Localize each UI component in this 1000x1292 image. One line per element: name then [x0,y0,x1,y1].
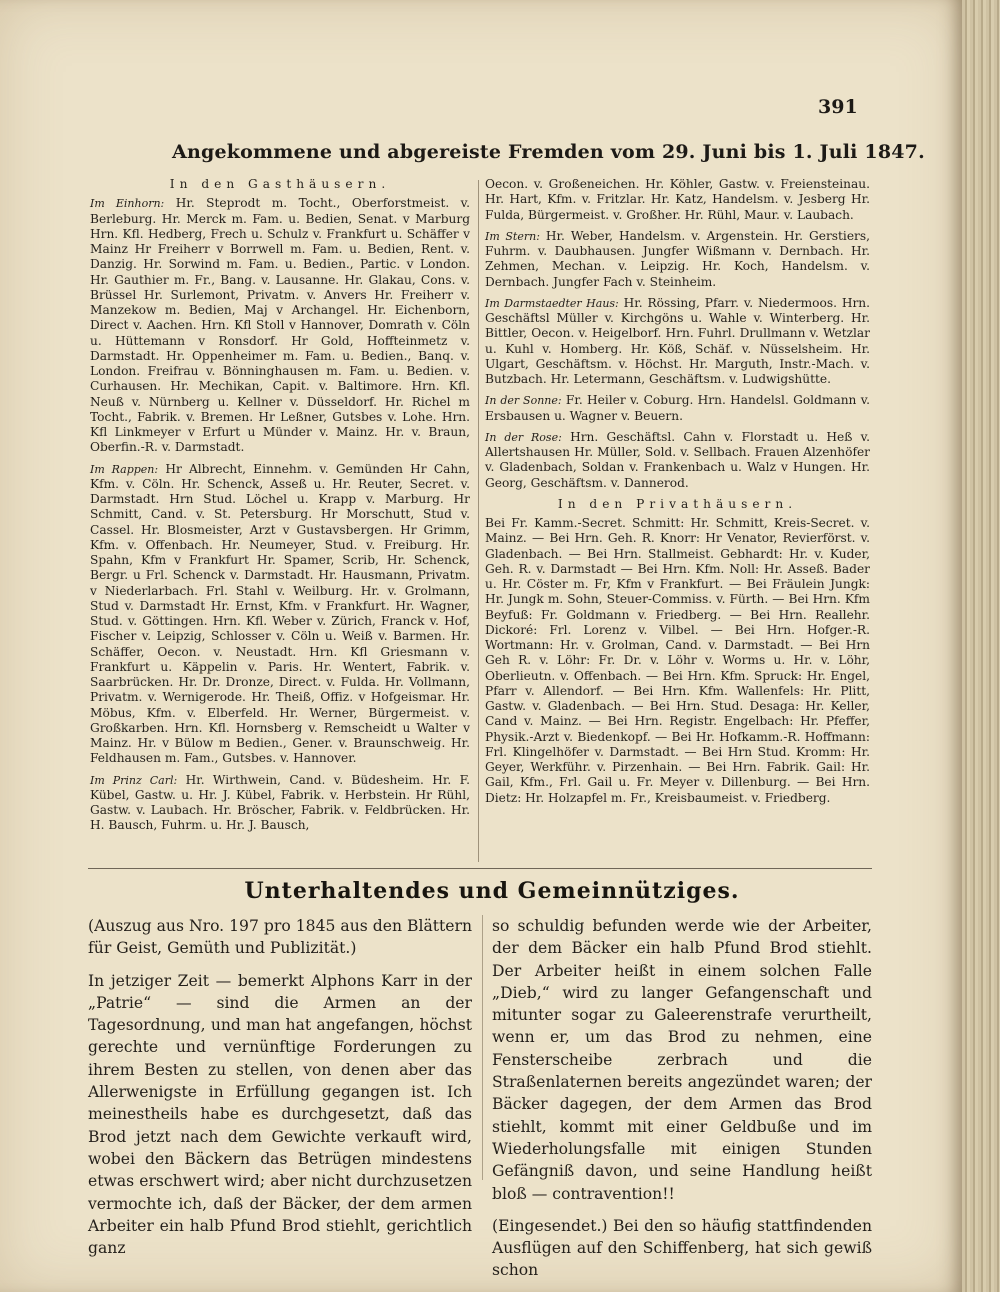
guest-entry: Hr Albrecht, Einnehm. v. Gemünden Hr Cahn, Kfm. v. Cöln. Hr. Schenck, Asseß u. Hr. Reuter, Secret. v. Darmstadt. Hrn Stud. Löchel u. Krapp v. Marburg. Hr Schmitt, Cand. v. St. Petersburg. Hr Morschutt, Stud v. Cassel. Hr. Blosmeister, Arzt v Gustavsbergen. Hr Grimm, Kfm. v. Offenbach. Hr. Neumeyer, Stud. v. Freiburg. Hr. Spahn, Kfm v Frankfurt Hr. Spamer, Scrib, Hr. Schenck, Bergr. u Frl. Schenck v. Darmstadt. Hr. Hausmann, Privatm. v Niederlarbach. Frl. Stahl v. Weilburg. Hr. v. Grolmann, Stud v. Darmstadt Hr. Ernst, Kfm. v Frankfurt. Hr. Wagner, Stud. v. Göttingen. Hrn. Kfl. Weber v. Zürich, Franck v. Hof, Fischer v. Leipzig, Schlosser v. Cöln u. Weiß v. Barmen. Hr. Schäffer, Oecon. v. Neustadt. Hrn. Kfl Griesmann v. Frankfurt u. Käppelin v. Paris. Hr. Wentert, Fabrik. v. Saarbrücken. Hr. Dr. Dronze, Direct. v. Fulda. Hr. Vollmann, Privatm. v. Wernigerode. Hr. Theiß, Offiz. v Hofgeismar. Hr. Möbus, Kfm. v. Elberfeld. Hr. Werner, Bürgermeist. v. Großkarben. Hrn. Kfl. Hornsberg v. Remscheidt u Walter v Mainz. Hr. v Bülow m Bedien., Gener. v. Braunschweig. Hr. Feldhausen m. Fam., Gutsbes. v. Hannover. [90,461,471,766]
list-item [485,229,870,290]
list-item [90,462,470,767]
article-right-column [492,915,872,1292]
article-left-column [88,915,472,1269]
guest-list-right-column [485,177,870,812]
list-item [90,773,470,834]
inn-name: Im Prinz Carl: [90,773,178,787]
guest-entry: Hr. Weber, Handelsm. v. Argenstein. Hr. Gerstiers, Fuhrm. v. Daubhausen. Jungfer Wißmann v. Dernbach. Hr. Zehmen, Mechan. v. Leipzig. Hr. Koch, Handelsm. v. Dernbach. Jungfer Fach v. Steinheim. [485,228,870,289]
inn-name: In der Sonne: [485,394,562,408]
guest-entry: Hr. Wirthwein, Cand. v. Büdesheim. Hr. F. Kübel, Gastw. u. Hr. J. Kübel, Fabrik. v. Herbstein. Hr Rühl, Gastw. v. Laubach. Hr. Bröscher, Fabrik. v. Feldbrücken. Hr. H. Bausch, Fuhrm. u. Hr. J. Bausch, [90,772,471,833]
section-heading-gasthaeuser: In den Gasthäusern. [169,177,391,191]
page-number: 391 [818,96,858,118]
list-item [485,296,870,388]
inn-name: Im Rappen: [90,462,159,476]
privat-entries: Bei Fr. Kamm.-Secret. Schmitt: Hr. Schmitt, Kreis-Secret. v. Mainz. — Bei Hrn. Geh. R. Knorr: Hr Venator, Revierförst. v. Gladenbach. — Bei Hrn. Stallmeist. Gebhardt: Hr. v. Kuder, Geh. R. v. Darmstadt — Bei Hrn. Kfm. Noll: Hr. Asseß. Bader u. Hr. Cöster m. Fr, Kfm v Frankfurt. — Bei Fräulein Jungk: Hr. Jungk m. Sohn, Steuer-Commiss. v. Fürth. — Bei Hrn. Kfm Beyfuß: Fr. Goldmann v. Friedberg. — Bei Hrn. Reallehr. Dickoré: Frl. Lorenz v. Vilbel. — Bei Hrn. Hofger.-R. Wortmann: Hr. v. Grolman, Cand. v. Darmstadt. — Bei Hrn Geh R. v. Löhr: Fr. Dr. v. Löhr v. Worms u. Hr. v. Löhr, Oberlieutn. v. Offenbach. — Bei Hrn. Kfm. Spruck: Hr. Engel, Pfarr v. Allendorf. — Bei Hrn. Kfm. Wallenfels: Hr. Plitt, Gastw. v. Gladenbach. — Bei Hrn. Stud. Desaga: Hr. Keller, Cand v. Mainz. — Bei Hrn. Registr. Engelbach: Hr. Pfeffer, Physik.-Arzt v. Biedenkopf. — Bei Hr. Hofkamm.-R. Hoffmann: Frl. Klingelhöfer v. Darmstadt. — Bei Hrn Stud. Kromm: Hr. Geyer, Werkführ. v. Pirzenhain. — Bei Hrn. Fabrik. Gail: Hr. Gail, Kfm., Frl. Gail u. Fr. Meyer v. Dillenburg. — Bei Hrn. Dietz: Hr. Holzapfel m. Fr., Kreisbaumeist. v. Friedberg. [485,516,870,805]
guest-entry: Hr. Steprodt m. Tocht., Oberforstmeist. v. Berleburg. Hr. Merck m. Fam. u. Bedien, Senat. v Marburg Hrn. Kfl. Hedberg, Frech u. Schulz v. Frankfurt u. Schäffer v Mainz Hr Freiherr v Borrwell m. Fam. u. Bedien, Rent. v. Danzig. Hr. Sorwind m. Fam. u. Bedien., Partic. v London. Hr. Gauthier m. Fr., Bang. v. Lausanne. Hr. Glakau, Cons. v. Brüssel Hr. Surlemont, Privatm. v. Anvers Hr. Freiherr v. Manzekow m. Bedien, Maj v Archangel. Hr. Eichenborn, Direct v. Aachen. Hrn. Kfl Stoll v Hannover, Domrath v. Cöln u. Hüttemann v Ronsdorf. Hr Gold, Hoffteinmetz v. Darmstadt. Hr. Oppenheimer m. Fam. u. Bedien., Banq. v. London. Freifrau v. Bönninghausen m. Fam. u. Bedien. v. Curhausen. Hr. Mechikan, Capit. v. Baltimore. Hrn. Kfl. Neuß v. Nürnberg u. Kellner v. Düsseldorf. Hr. Richel m Tocht., Fabrik. v. Bremen. Hr Leßner, Gutsbes v. Lohe. Hrn. Kfl Linkmeyer v Erfurt u Münder v. Mainz. Hr. v. Braun, Oberfin.-R. v. Darmstadt. [90,196,470,455]
guest-list-left-column [90,177,470,840]
list-headline: Angekommene und abgereiste Fremden vom 29. Juni bis 1. Juli 1847. [172,141,925,163]
list-item [485,393,870,424]
article-source: (Auszug aus Nro. 197 pro 1845 aus den Blättern für Geist, Gemüth und Publizität.) [88,917,472,958]
section-divider [88,868,872,869]
guest-entry: Hrn. Geschäftsl. Cahn v. Florstadt u. Heß v. Allertshausen Hr. Müller, Sold. v. Sellbach. Frauen Alzenhöfer v. Gladenbach, Soldan v. Frankenbach u. Walz v Hungen. Hr. Georg, Geschäftsm. v. Dannerod. [485,429,870,490]
list-item [485,430,870,491]
section2-title: Unterhaltendes und Gemeinnütziges. [244,878,740,904]
column-divider [478,180,479,862]
column-divider-lower [482,915,483,1180]
inn-name: Im Stern: [485,229,540,243]
inn-name: In der Rose: [485,430,562,444]
guest-entry: Hr. Rössing, Pfarr. v. Niedermoos. Hrn. Geschäftsl Müller v. Kirchgöns u. Wahle v. Winterberg. Hr. Bittler, Oecon. v. Heigelborf. Hrn. Fuhrl. Drullmann v. Wetzlar u. Kuhl v. Homberg. Hr. Köß, Schäf. v. Nüsselsheim. Hr. Ulgart, Geschäftsm. v. Höchst. Hr. Marguth, Instr.-Mach. v. Butzbach. Hr. Letermann, Geschäftsm. v. Ludwigshütte. [485,295,871,386]
inn-name: Im Einhorn: [90,197,165,211]
page-edge [962,0,1000,1292]
article-paragraph: In jetziger Zeit — bemerkt Alphons Karr in der „Patrie“ — sind die Armen an der Tagesordnung, und man hat angefangen, höchst gerechte und vernünftige Forderungen zu ihrem Besten zu stellen, von denen aber das Allerwenigste in Erfüllung gegangen ist. Ich meinestheils habe es durchgesetzt, daß das Brod jetzt nach dem Gewichte verkauft wird, wobei den Bäckern das Betrügen mindestens etwas erschwert wird; aber nicht durchzusetzen vermochte ich, daß der Bäcker, der dem armen Arbeiter ein halb Pfund Brod stiehlt, gerichtlich ganz [88,971,472,1258]
guest-entry: Fr. Heiler v. Coburg. Hrn. Handelsl. Goldmann v. Ersbausen u. Wagner v. Beuern. [485,393,871,423]
article-paragraph: (Eingesendet.) Bei den so häufig stattfindenden Ausflügen auf den Schiffenberg, hat sich gewiß schon [492,1216,872,1280]
continuation-text: Oecon. v. Großeneichen. Hr. Köhler, Gastw. v. Freiensteinau. Hr. Hart, Kfm. v. Fritzlar. Hr. Katz, Handelsm. v. Jesberg Hr. Fulda, Bürgermeist. v. Großher. Hr. Rühl, Maur. v. Laubach. [485,177,870,222]
inn-name: Im Darmstaedter Haus: [485,296,619,310]
list-item [90,196,470,455]
article-paragraph: so schuldig befunden werde wie der Arbeiter, der dem Bäcker ein halb Pfund Brod stiehlt. Der Arbeiter heißt in einem solchen Falle „Dieb,“ wird zu langer Gefangenschaft und mitunter sogar zu Galeerenstrafe verurtheilt, wenn er, um das Brod zu nehmen, eine Fensterscheibe zerbrach und die Straßenlaternen bereits angezündet waren; der Bäcker dagegen, der dem Armen das Brod stiehlt, kommt mit einer Geldbuße und im Wiederholungsfalle mit einigen Stunden Gefängniß davon, und seine Handlung heißt bloß — contravention!! [492,917,872,1203]
section-heading-privathaeuser: In den Privathäusern. [557,496,798,511]
